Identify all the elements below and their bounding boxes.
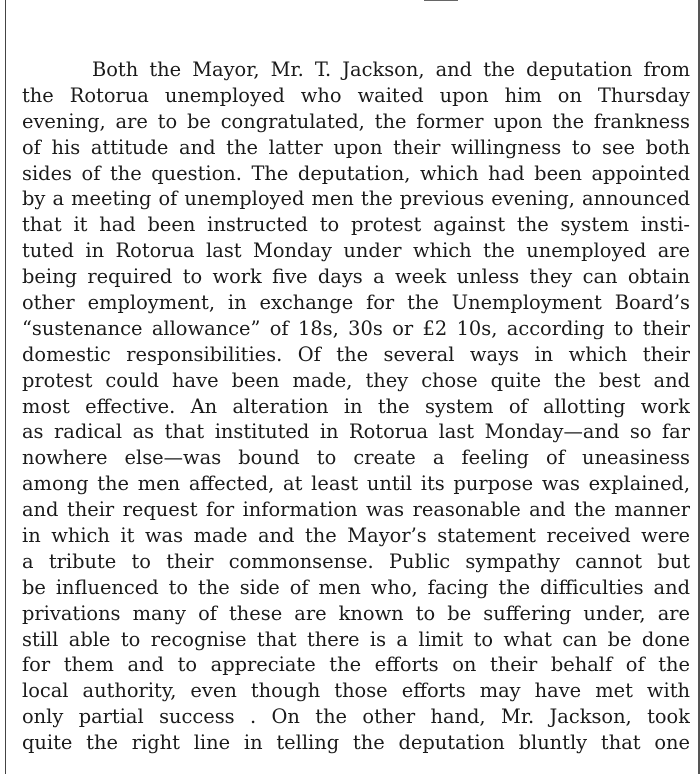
article-line: only partial success . On the other hand, Mr. Jackson, took: [22, 705, 690, 729]
top-edge-mark: [424, 0, 458, 1]
article-line: domestic responsibilities. Of the several ways in which their: [22, 342, 690, 366]
article-line: and their request for information was reasonable and the manner: [22, 498, 690, 522]
article-line: tuted in Rotorua last Monday under which the unemployed are: [22, 239, 690, 263]
article-line: by a meeting of unemployed men the previous evening, announced: [22, 187, 690, 211]
article-line: a tribute to their commonsense. Public sympathy cannot but: [22, 549, 690, 573]
article-line: be influenced to the side of men who, facing the difficulties and: [22, 575, 690, 599]
article-line: Both the Mayor, Mr. T. Jackson, and the deputation from: [92, 58, 690, 81]
article-line: “sustenance allowance” of 18s, 30s or £2 10s, according to their: [22, 316, 690, 340]
article-line: protest could have been made, they chose quite the best and: [22, 368, 690, 392]
article-line: among the men affected, at least until its purpose was explained,: [22, 472, 690, 496]
article-line: as radical as that instituted in Rotorua last Monday—and so far: [22, 420, 690, 444]
article-line: still able to recognise that there is a limit to what can be done: [22, 627, 690, 651]
article-line: in which it was made and the Mayor’s statement received were: [22, 524, 690, 548]
article-line: the Rotorua unemployed who waited upon him on Thursday: [22, 83, 690, 107]
article-line: other employment, in exchange for the Unemployment Board’s: [22, 291, 690, 315]
article-line: nowhere else—was bound to create a feeling of uneasiness: [22, 446, 690, 470]
article-line: sides of the question. The deputation, which had been appointed: [22, 161, 690, 185]
article-line: being required to work five days a week unless they can obtain: [22, 265, 690, 289]
article-line: that it had been instructed to protest against the system insti-: [22, 213, 690, 237]
article-line: evening, are to be congratulated, the former upon the frankness: [22, 109, 690, 133]
article-line: quite the right line in telling the deputation bluntly that one: [22, 731, 690, 755]
article-line: of his attitude and the latter upon their willingness to see both: [22, 135, 690, 159]
article-line: local authority, even though those efforts may have met with: [22, 679, 690, 703]
article-line: most effective. An alteration in the system of allotting work: [22, 394, 690, 418]
left-column-rule: [5, 0, 6, 774]
article-column: [22, 57, 690, 756]
article-line: for them and to appreciate the efforts on their behalf of the: [22, 653, 690, 677]
article-line: privations many of these are known to be suffering under, are: [22, 601, 690, 625]
